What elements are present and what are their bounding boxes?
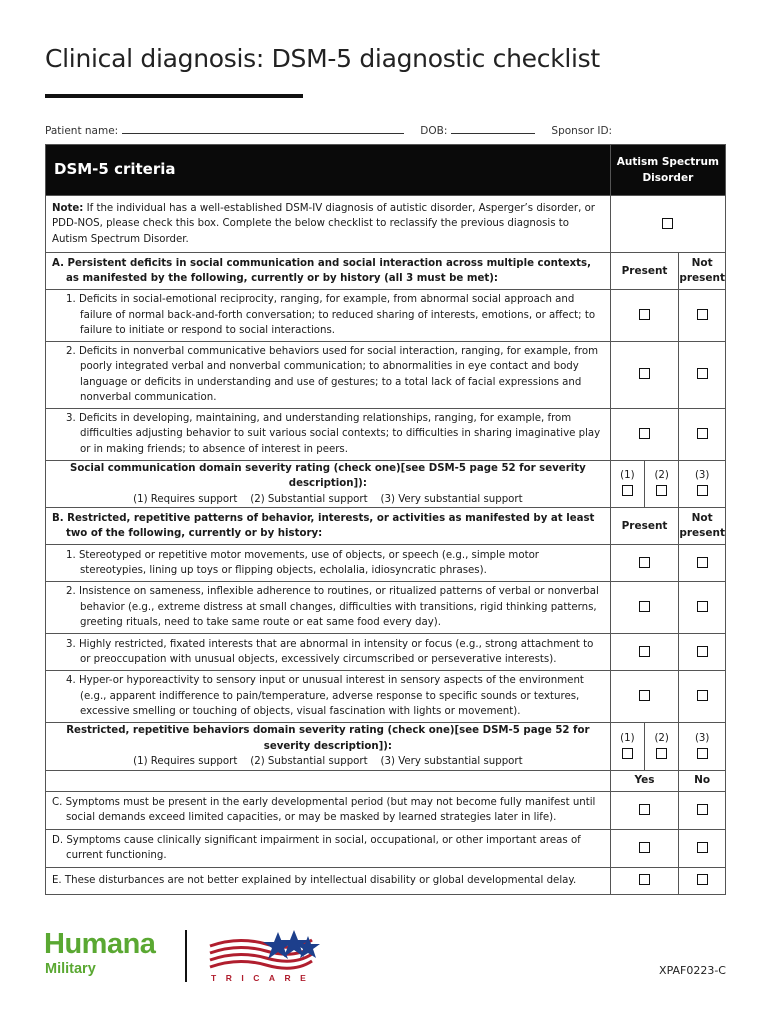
sponsor-id-label: Sponsor ID: — [551, 125, 613, 137]
a2-not-present-checkbox[interactable] — [697, 368, 708, 379]
criterion-a1: 1. Deficits in social-emotional reciprocity, ranging, for example, from abnormal social approach and failure of normal back-and-forth conversation; to reduced sharing of interests, emotions, or affect; to failure to initiate or respond to social interactions. — [46, 290, 611, 342]
not-present-header-b: Not present — [679, 508, 726, 545]
yes-header: Yes — [610, 770, 679, 791]
sev3-label: (3) — [694, 732, 710, 744]
note-cell — [46, 196, 611, 253]
restricted-sev3-checkbox[interactable] — [697, 748, 708, 759]
b1-present-checkbox[interactable] — [639, 557, 650, 568]
social-severity-title: Social communication domain severity rating (check one)[see DSM-5 page 52 for severity description]): — [69, 462, 586, 489]
criterion-row — [46, 290, 726, 342]
social-severity-cell — [46, 460, 611, 508]
c-yes-checkbox[interactable] — [639, 804, 650, 815]
criterion-c: C. Symptoms must be present in the early developmental period (but may not become fully manifest until social demands exceed limited capacities, or may be masked by learned strategies later in life). — [46, 791, 611, 829]
criterion-b3: 3. Highly restricted, fixated interests that are abnormal in intensity or focus (e.g., strong attachment to or preoccupation with unusual objects, excessively circumscribed or perseverative interests). — [46, 634, 611, 671]
military-label: Military — [45, 961, 96, 977]
logo-divider — [185, 930, 187, 982]
dob-label: DOB: — [420, 125, 448, 137]
a3-not-present-checkbox[interactable] — [697, 428, 708, 439]
dsm5-checklist-table — [45, 144, 726, 895]
social-sev3-checkbox[interactable] — [697, 485, 708, 496]
criterion-b4: 4. Hyper-or hyporeactivity to sensory input or unusual interest in sensory aspects of the environment (e.g., apparent indifference to pain/temperature, adverse response to specific sounds or textures, excessive smelling or touching of objects, visual fascination with lights or movement). — [46, 671, 611, 723]
restricted-sev1-checkbox[interactable] — [622, 748, 633, 759]
criterion-row — [46, 634, 726, 671]
b3-present-checkbox[interactable] — [639, 646, 650, 657]
criterion-a2: 2. Deficits in nonverbal communicative behaviors used for social interaction, ranging, for example, from poorly integrated verbal and nonverbal communication; to abnormalities in eye contact and body language or deficits in understanding and use of gestures; to a total lack of facial expressions and nonverbal communication. — [46, 341, 611, 408]
footer-logos — [44, 928, 344, 988]
b4-not-present-checkbox[interactable] — [697, 690, 708, 701]
section-a-heading: A. Persistent deficits in social communication and social interaction across multiple contexts, as manifested by the following, currently or by history (all 3 must be met): — [46, 253, 611, 290]
e-yes-checkbox[interactable] — [639, 874, 650, 885]
criterion-row — [46, 341, 726, 408]
not-present-header: Not present — [679, 253, 726, 290]
patient-name-field[interactable] — [122, 122, 404, 134]
title-rule — [45, 94, 303, 98]
criterion-row — [46, 791, 726, 829]
e-no-checkbox[interactable] — [697, 874, 708, 885]
note-checkbox-cell — [610, 196, 725, 253]
present-header-b: Present — [610, 508, 679, 545]
d-no-checkbox[interactable] — [697, 842, 708, 853]
b4-present-checkbox[interactable] — [639, 690, 650, 701]
criterion-b1: 1. Stereotyped or repetitive motor movements, use of objects, or speech (e.g., simple motor stereotypies, lining up toys or flipping objects, echolalia, idiosyncratic phrases). — [46, 545, 611, 582]
criterion-row — [46, 408, 726, 460]
social-sev2-checkbox[interactable] — [656, 485, 667, 496]
yes-no-header-row — [46, 770, 726, 791]
reclassify-checkbox[interactable] — [662, 218, 673, 229]
note-row — [46, 196, 726, 253]
criteria-header: DSM-5 criteria — [46, 145, 611, 196]
criterion-e: E. These disturbances are not better explained by intellectual disability or global developmental delay. — [46, 867, 611, 894]
no-header: No — [679, 770, 726, 791]
criterion-row — [46, 671, 726, 723]
note-label: Note: — [52, 202, 84, 214]
d-yes-checkbox[interactable] — [639, 842, 650, 853]
restricted-severity-title: Restricted, repetitive behaviors domain severity rating (check one)[see DSM-5 page 52 for severity description]): — [66, 725, 590, 752]
b2-present-checkbox[interactable] — [639, 601, 650, 612]
restricted-severity-cell — [46, 723, 611, 771]
social-severity-options: (1) Requires support (2) Substantial support (3) Very substantial support — [133, 493, 523, 505]
b1-not-present-checkbox[interactable] — [697, 557, 708, 568]
criterion-a3: 3. Deficits in developing, maintaining, and understanding relationships, ranging, for example, from difficulties adjusting behavior to suit various social contexts; to difficulties in sharing imaginative play or in making friends; to absence of interest in peers. — [46, 408, 611, 460]
criterion-row — [46, 545, 726, 582]
criterion-row — [46, 582, 726, 634]
dob-field[interactable] — [451, 122, 535, 134]
criterion-row — [46, 867, 726, 894]
humana-logo: Humana — [44, 928, 156, 960]
criterion-d: D. Symptoms cause clinically significant impairment in social, occupational, or other important areas of current functioning. — [46, 829, 611, 867]
asd-header: Autism Spectrum Disorder — [610, 145, 725, 196]
restricted-severity-options: (1) Requires support (2) Substantial support (3) Very substantial support — [133, 756, 523, 767]
present-header: Present — [610, 253, 679, 290]
note-text: If the individual has a well-established DSM-IV diagnosis of autistic disorder, Asperger’s disorder, or PDD-NOS, please check this box. Complete the below checklist to reclassify the previous diagnosis to Autism Spectrum Disorder. — [52, 202, 595, 245]
sev1-label: (1) — [620, 470, 635, 482]
tricare-wordmark: TRICARE — [211, 973, 316, 983]
restricted-severity-row — [46, 723, 726, 771]
sev3-label: (3) — [694, 470, 710, 482]
section-a-row — [46, 253, 726, 290]
sev1-label: (1) — [620, 732, 635, 744]
a1-not-present-checkbox[interactable] — [697, 309, 708, 320]
criterion-b2: 2. Insistence on sameness, inflexible adherence to routines, or ritualized patterns of verbal or nonverbal behavior (e.g., extreme distress at small changes, difficulties with transitions, rigid thinking patterns, greeting rituals, need to take same route or eat same food every day). — [46, 582, 611, 634]
form-code: XPAF0223-C — [659, 964, 726, 977]
sev2-label: (2) — [654, 470, 669, 482]
sev2-label: (2) — [654, 732, 669, 744]
social-severity-row — [46, 460, 726, 508]
a2-present-checkbox[interactable] — [639, 368, 650, 379]
section-b-heading: B. Restricted, repetitive patterns of behavior, interests, or activities as manifested by at least two of the following, currently or by history: — [46, 508, 611, 545]
page-title: Clinical diagnosis: DSM-5 diagnostic checklist — [45, 44, 600, 73]
section-b-row — [46, 508, 726, 545]
a3-present-checkbox[interactable] — [639, 428, 650, 439]
b2-not-present-checkbox[interactable] — [697, 601, 708, 612]
patient-name-label: Patient name: — [45, 125, 119, 137]
table-header-row — [46, 145, 726, 196]
criterion-row — [46, 829, 726, 867]
social-sev1-checkbox[interactable] — [622, 485, 633, 496]
b3-not-present-checkbox[interactable] — [697, 646, 708, 657]
a1-present-checkbox[interactable] — [639, 309, 650, 320]
restricted-sev2-checkbox[interactable] — [656, 748, 667, 759]
c-no-checkbox[interactable] — [697, 804, 708, 815]
